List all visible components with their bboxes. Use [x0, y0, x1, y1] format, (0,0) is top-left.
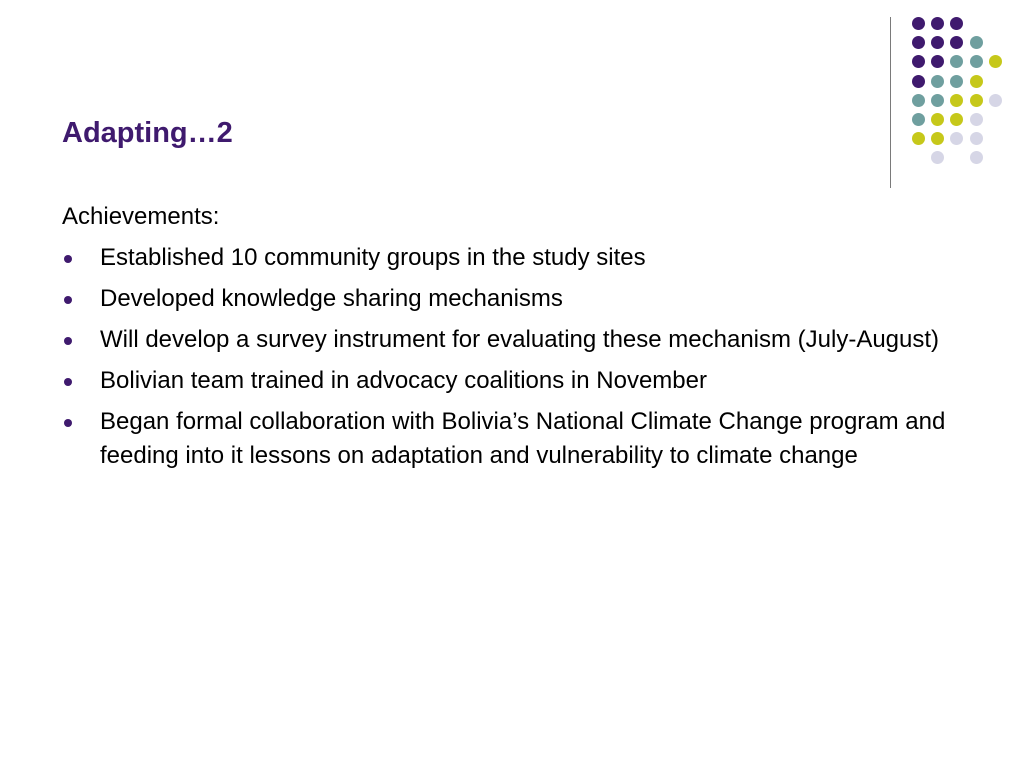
bullet-dot-icon [64, 255, 72, 263]
bullet-text: Will develop a survey instrument for evaluating these mechanism (July-August) [100, 326, 940, 353]
ornament-dot-purple [912, 55, 925, 68]
ornament-dot-yellow [970, 94, 983, 107]
bullet-dot-icon [64, 378, 72, 386]
ornament-dot-lavender [989, 94, 1002, 107]
bullet-item [62, 364, 962, 398]
bullet-text: Developed knowledge sharing mechanisms [100, 285, 563, 312]
ornament-dot-purple [931, 17, 944, 30]
ornament-dot-lavender [970, 113, 983, 126]
ornament-dot-teal [950, 55, 963, 68]
ornament-dot-yellow [931, 113, 944, 126]
bullet-item [62, 282, 962, 316]
bullet-item [62, 323, 962, 357]
bullet-item [62, 241, 962, 275]
ornament-dot-lavender [970, 151, 983, 164]
ornament-dot-teal [912, 94, 925, 107]
bullet-item [62, 405, 962, 473]
ornament-dot-purple [912, 17, 925, 30]
ornament-dot-purple [931, 36, 944, 49]
ornament-dot-yellow [912, 132, 925, 145]
ornament-dot-yellow [989, 55, 1002, 68]
slide-body [62, 200, 962, 480]
ornament-dot-purple [912, 36, 925, 49]
ornament-dot-yellow [950, 113, 963, 126]
ornament-dot-yellow [931, 132, 944, 145]
ornament-dot-purple [931, 55, 944, 68]
ornament-dot-teal [931, 94, 944, 107]
bullet-text: Bolivian team trained in advocacy coalitions in November [100, 367, 707, 394]
ornament-dot-teal [931, 75, 944, 88]
ornament-dot-yellow [970, 75, 983, 88]
ornament-dot-lavender [950, 132, 963, 145]
ornament-dot-lavender [931, 151, 944, 164]
bullet-text: Began formal collaboration with Bolivia’s National Climate Change program and feeding into it lessons on adaptation and vulnerability to climate change [100, 408, 946, 469]
ornament-dot-purple [950, 36, 963, 49]
bullet-dot-icon [64, 419, 72, 427]
ornament-dot-teal [950, 75, 963, 88]
ornament-dot-lavender [970, 132, 983, 145]
ornament-dot-purple [912, 75, 925, 88]
ornament-dot-yellow [950, 94, 963, 107]
ornament-dot-teal [970, 55, 983, 68]
bullet-dot-icon [64, 296, 72, 304]
slide-title: Adapting…2 [62, 117, 233, 149]
ornament-dot-teal [912, 113, 925, 126]
vertical-divider [890, 17, 891, 188]
bullet-dot-icon [64, 337, 72, 345]
bullet-list [62, 241, 962, 473]
ornament-dot-teal [970, 36, 983, 49]
bullet-text: Established 10 community groups in the study sites [100, 244, 646, 271]
ornament-dot-purple [950, 17, 963, 30]
achievements-heading: Achievements: [62, 203, 220, 230]
